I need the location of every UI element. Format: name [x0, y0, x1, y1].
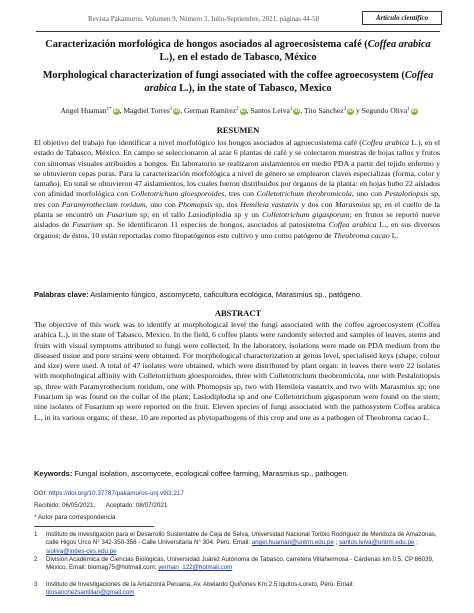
- email-link[interactable]: sioliva@indes-ces.edu.pe: [46, 547, 117, 555]
- email-link[interactable]: titosanchezsantillan@gmail.com: [46, 589, 135, 597]
- correspondence-note: * Autor para correspondencia: [34, 514, 116, 521]
- article-type-badge: Artículo científico: [362, 11, 442, 25]
- author-name: Magdiel Torres: [123, 106, 170, 115]
- footnote-2: 2 División Académica de Ciencias Biológicas, Universidad Juárez Autónoma de Tabasco, carretera Villahermosa - Cárdenas km 0.5, CP 86039, México. Email: biomag75@hotmail.com; yerman_122@hotmail.com: [34, 556, 434, 572]
- title-spanish: Caracterización morfológica de hongos asociados al agroecosistema café (Coffea arabica L.), en el estado de Tabasco, México: [45, 39, 431, 63]
- orcid-icon[interactable]: iD: [294, 108, 300, 114]
- keywords: Keywords: Fungal isolation, ascomycete, ecological coffee farming, Marasmius sp., pathogen.: [34, 469, 349, 478]
- orcid-icon[interactable]: iD: [113, 108, 119, 114]
- header-rule: [36, 31, 440, 32]
- orcid-icon[interactable]: iD: [348, 108, 354, 114]
- author-name: Segundo Oliva: [361, 106, 408, 115]
- footnote-1: 1 Instituto de Investigación para el Desarrollo Sustentable de Ceja de Selva, Universidad Nacional Toribio Rodríguez de Mendoza de Amazonas, calle Higos Urco N° 342-350-356 - Calle Universitaria N° 304. Perú. Email: angel.huaman@untrm.edu.pe ; santos.leiva@untrm.edu.pe ; sioliva@indes-ces.edu.pe: [34, 531, 437, 555]
- author-list: Angel Huaman$^{1*}$ iD, Magdiel Torres$^1$ iD, German Ramírez$^2$ iD, Santos Leiva$^1$ iD, Tito Sanchez$^3$ iD y Segundo Oliva$^1$ iD: [60, 106, 417, 115]
- resumen-text: El objetivo del trabajo fue identificar a nivel morfológico los hongos asociados al agroecosistema café (Coffea arabica L.), en el estado de Tabasco, México. En campo se seleccionaron al azar 6 plantas de café y se colectaron muestras de hojas tallos y frutos con síntomas visuales atribuidos a hongos. En laboratorio se realizaron aislamientos en medio PDA a partir del tejido enfermo y se obtuvieron cepas puras. Para la caracterización morfológica a nivel de género se emplearon claves especializas (forma, color y tamaño). En total se obtuvieron 47 aislamientos, los cuales fueron distribuidos por órganos de la planta: en hojas hubo 22 aislados con afinidad morfológica con Colletotrichum gloesporoides, tres con Colletotrichum theobromicola, uno con Pestalotiopsis sp, tres con Paramyrothecium roridum, uno con Phomopsis sp, dos Hemileia vastatrix y dos con Marasmius sp; en el cuello de la planta se encontró un Fusarium sp; en el tallo Lasiodiplodia sp y un Colletotrichum gigasporum; en frutos se reportó nueve aislados de Fusarium sp. Se identificaron 11 especies de hongos, asociados al patosistema Coffea arabica L., en sus diversos órganos; de éstos, 10 están reportadas como fitopatógenos este cultivo y uno como patógeno de Theobroma cacao L.: [34, 138, 441, 240]
- footnote-3: 3 Instituto de Investigaciones de la Amazonía Peruana, Av. Abelardo Quiñones Km 2.5 Iquitos-Loreto, Perú. Email: titosanchezsantillan@gmail.com: [34, 581, 354, 597]
- email-link[interactable]: santos.leiva@untrm.edu.pe: [338, 539, 415, 547]
- author-name: Angel Huaman: [60, 106, 107, 115]
- orcid-icon[interactable]: iD: [240, 108, 246, 114]
- doi-link[interactable]: https://doi.org/10.37787/pakamuros-unj.v9i3.217: [48, 490, 184, 497]
- author-name: Santos Leiva: [250, 106, 290, 115]
- author-name: German Ramírez: [184, 106, 237, 115]
- orcid-icon[interactable]: iD: [174, 108, 180, 114]
- abstract-heading: ABSTRACT: [214, 308, 262, 318]
- palabras-clave: Palabras clave: Aislamiento fúngico, ascomyceto, caficultura ecológica, Marasmius sp., patógeno.: [34, 290, 363, 299]
- dates-line: Recibido: 06/05/2021. Aceptado: 08/07/2021: [34, 502, 168, 509]
- email-link[interactable]: angel.huaman@untrm.edu.pe: [251, 539, 334, 547]
- title-english: Morphological characterization of fungi associated with the coffee agroecosystem (Coffea arabica L.), in the state of Tabasco, Mexico: [42, 70, 434, 94]
- author-name: Tito Sanchez: [304, 106, 344, 115]
- resumen-heading: RESUMEN: [216, 125, 260, 135]
- running-head: Revista Pakamuros. Volumen 9, Número 3, Julio-Septiembre, 2021, páginas 44-58: [88, 15, 320, 23]
- doi-line: DOI: https://doi.org/10.37787/pakamuros-unj.v9i3.217: [34, 490, 184, 497]
- abstract-text: The objective of this work was to identify at morphological level the fungi associated with the coffee agroecosystem (Coffea arabica L.), in the state of Tabasco, Mexico. In the field, 6 coffee plants were randomly selected and samples of leaves, stems and fruits with visual symptoms attributed to fungi were collected. In the laboratory, isolations were made on PDA medium from the diseased tissue and pure strains were obtained. For morphological characterization at genus level, specialised keys (shape, colour and size) were used. A total of 47 isolates were obtained, which were distributed by plant organ: in leaves there were 22 isolates with morphological affinity with Colletotrichum gloesporoides, three with Colletotrichum theobromicola, one with Pestalotiopsis sp, three with Paramyrothecium roridum, one with Phomopsis sp, two with Hemileia vastatrix and two with Marasmius sp; one Fusarium sp was found on the collar of the plant; Lasiodiplodia sp and one Colletotrichum gigasporum were found on the stem; nine isolates of Fusarium sp were reported on the fruit. Eleven species of fungi associated with the pathosystem Coffea arabica L., in its various organs; of these, 10 are reported as phytopathogens of this crop and one as a pathogen of Theobroma cacao L.: [34, 320, 440, 422]
- email-link[interactable]: yerman_122@hotmail.com: [158, 564, 233, 572]
- orcid-icon[interactable]: iD: [411, 108, 417, 114]
- footnote-rule: [34, 526, 154, 527]
